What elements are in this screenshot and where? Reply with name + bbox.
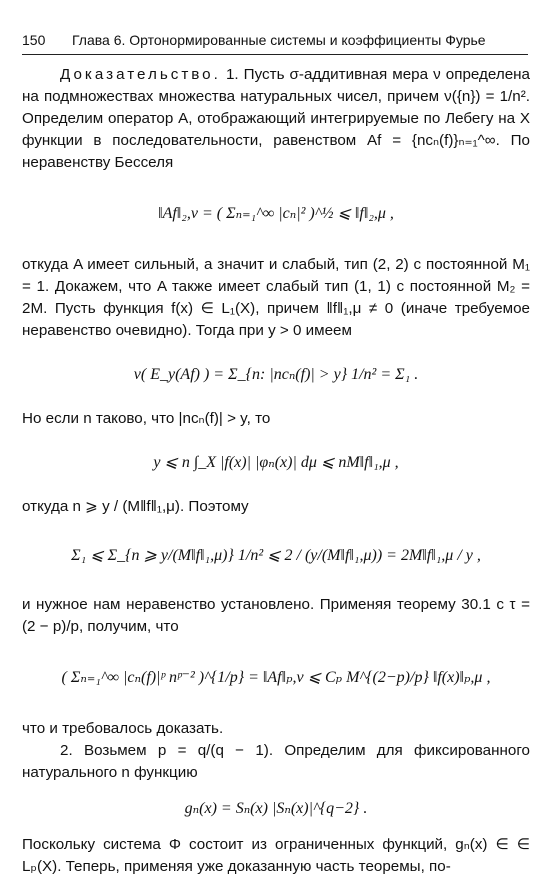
paragraph-qed: что и требовалось доказать. — [22, 720, 224, 737]
formula-sigma-bound: Σ₁ ⩽ Σ_{n ⩾ y/(M‖f‖₁,μ)} 1/n² ⩽ 2 / (y/(M‖f‖₁,μ)) = 2M‖f‖₁,μ / y , — [71, 547, 481, 564]
running-title: Глава 6. Ортонормированные системы и коэффициенты Фурье — [72, 32, 486, 48]
paragraph-condition: Но если n таково, что |ncₙ(f)| > y, то — [22, 410, 271, 427]
formula-gn-definition: gₙ(x) = Sₙ(x) |Sₙ(x)|^{q−2} . — [184, 800, 368, 817]
paragraph-text: 1. Пусть σ-аддитивная мера ν определена на подмножествах множества натуральных чисел, причем ν({n}) = 1/n². Определим оператор A, отображающий интегрируемые по Лебегу на X функции в последовательности, равенством Af = {ncₙ(f)}ₙ₌₁^∞. По неравенству Бесселя — [22, 66, 530, 171]
paragraph-weak-type: откуда A имеет сильный, а значит и слабый, тип (2, 2) с постоянной M₁ = 1. Докажем, что A также имеет слабый тип (1, 1) с постоянной M₂ = 2M. Пусть функция f(x) ∈ L₁(X), причем ‖f‖₁,μ ≠ 0 (иначе требуемое неравенство очевидно). Тогда при y > 0 имеем — [22, 256, 530, 339]
formula-measure-sum: ν( E_y(Af) ) = Σ_{n: |ncₙ(f)| > y} 1/n² = Σ₁ . — [133, 366, 419, 383]
formula-lp-estimate: ( Σₙ₌₁^∞ |cₙ(f)|ᵖ nᵖ⁻² )^{1/p} = ‖Af‖ₚ,ν ⩽ Cₚ M^{(2−p)/p} ‖f(x)‖ₚ,μ , — [61, 669, 491, 686]
paragraph-proof-start — [22, 64, 530, 174]
formula-bessel-inequality: ‖Af‖₂,ν = ( Σₙ₌₁^∞ |cₙ|² )^½ ⩽ ‖f‖₂,μ , — [158, 205, 394, 222]
paragraph-apply-theorem: и нужное нам неравенство установлено. Применяя теорему 30.1 с τ = (2 − p)/p, получим, что — [22, 596, 530, 635]
formula-integral-bound: y ⩽ n ∫_X |f(x)| |φₙ(x)| dμ ⩽ nM‖f‖₁,μ , — [153, 454, 399, 471]
paragraph-continuation: Поскольку система Φ состоит из ограниченных функций, gₙ(x) ∈ ∈ Lₚ(X). Теперь, применяя уже доказанную часть теоремы, по- — [22, 836, 530, 875]
paragraph-part-two: 2. Возьмем p = q/(q − 1). Определим для фиксированного натурального n функцию — [22, 742, 530, 781]
page-number: 150 — [22, 32, 46, 48]
running-header — [22, 30, 528, 55]
paragraph-therefore: откуда n ⩾ y / (M‖f‖₁,μ). Поэтому — [22, 498, 249, 515]
proof-label: Доказательство. — [60, 66, 221, 83]
page-body — [22, 64, 530, 878]
